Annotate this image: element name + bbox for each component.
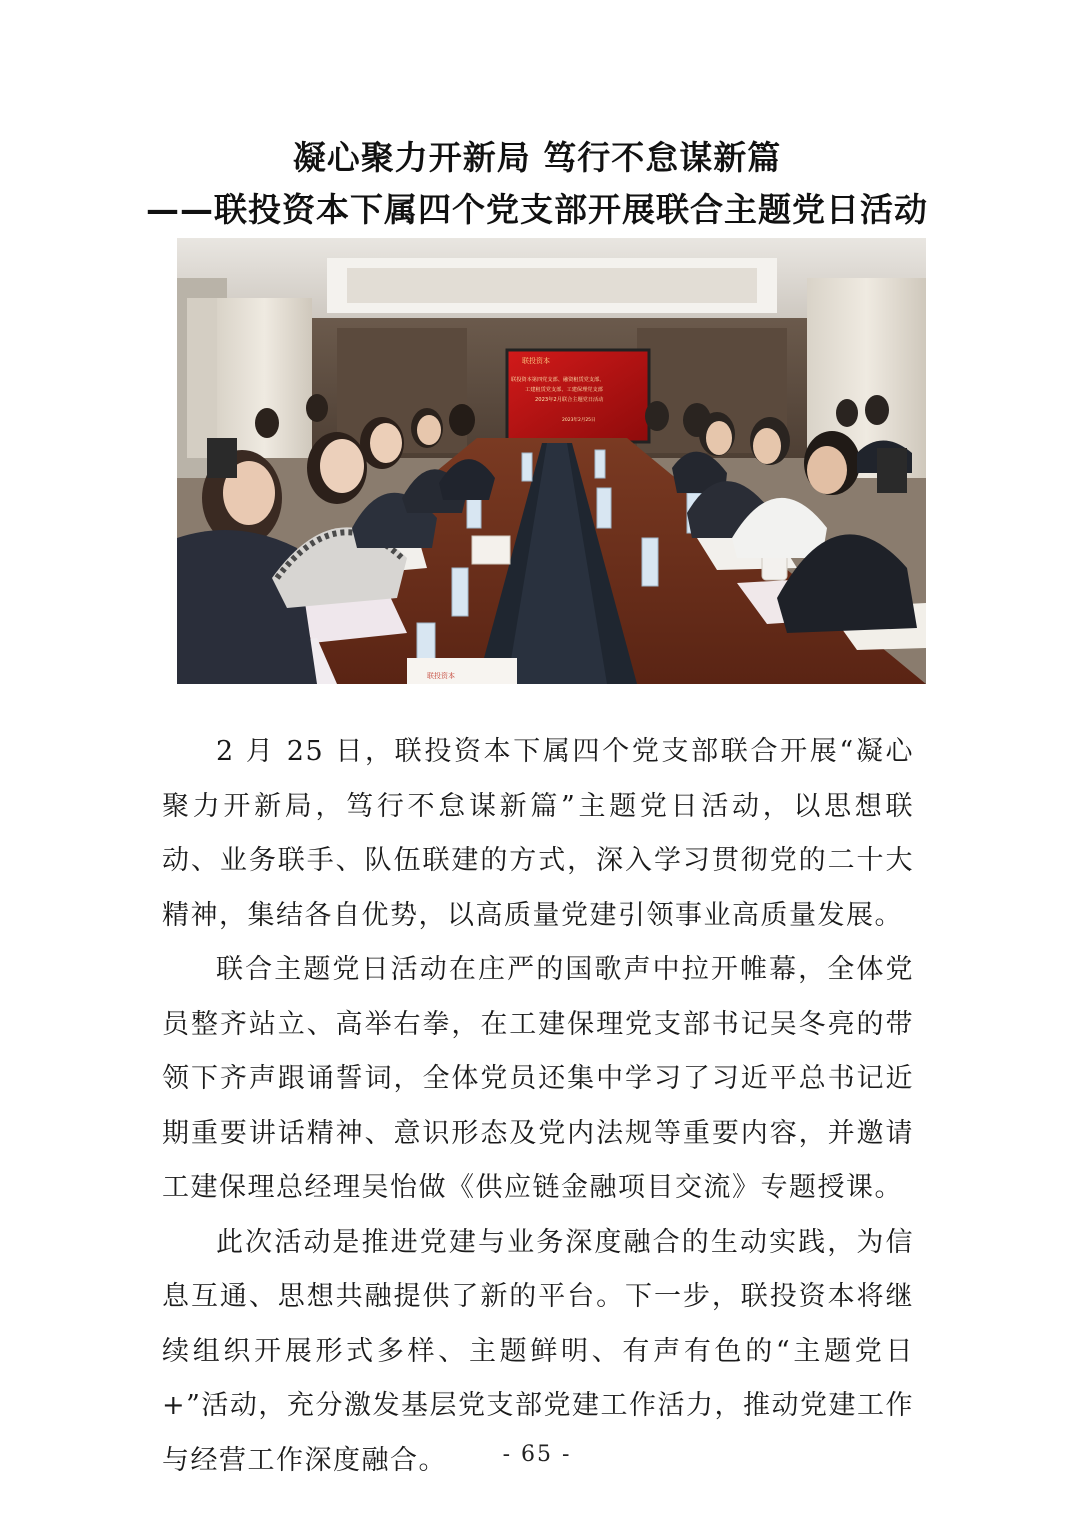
meeting-photo — [177, 238, 926, 684]
article-body — [162, 725, 914, 1488]
screen-line-3: 2023年2月联合主题党日活动 — [535, 397, 604, 403]
screen-date: 2023年2月25日 — [562, 418, 596, 423]
article-title: 凝心聚力开新局 笃行不怠谋新篇 — [292, 138, 782, 177]
article-subtitle: ——联投资本下属四个党支部开展联合主题党日活动 — [146, 190, 928, 229]
page-number: - 65 - — [502, 1442, 572, 1467]
paragraph-2: 联合主题党日活动在庄严的国歌声中拉开帷幕，全体党员整齐站立、高举右拳，在工建保理党支部书记吴冬亮的带领下齐声跟诵誓词，全体党员还集中学习了习近平总书记近期重要讲话精神、意识形态及党内法规等重要内容，并邀请工建保理总经理吴怡做《供应链金融项目交流》专题授课。 — [162, 954, 914, 1203]
tissue-box — [472, 536, 510, 564]
screen-line-2: 工建租赁党支部、工建保理党支部 — [525, 387, 603, 393]
screen-line-1: 联投资本第四党支部、融资租赁党支部、 — [511, 377, 605, 383]
paragraph-1: 2 月 25 日，联投资本下属四个党支部联合开展“凝心聚力开新局，笃行不怠谋新篇”主题党日活动，以思想联动、业务联手、队伍联建的方式，深入学习贯彻党的二十大精神，集结各自优势，以高质量党建引领事业高质量发展。 — [162, 736, 914, 931]
paragraph-3: 此次活动是推进党建与业务深度融合的生动实践，为信息互通、思想共融提供了新的平台。下一步，联投资本将继续组织开展形式多样、主题鲜明、有声有色的“主题党日+”活动，充分激发基层党支部党建工作活力，推动党建工作与经营工作深度融合。 — [162, 1226, 914, 1476]
screen-logo: 联投资本 — [522, 357, 550, 365]
tissue-box-label: 联投资本 — [427, 672, 455, 680]
